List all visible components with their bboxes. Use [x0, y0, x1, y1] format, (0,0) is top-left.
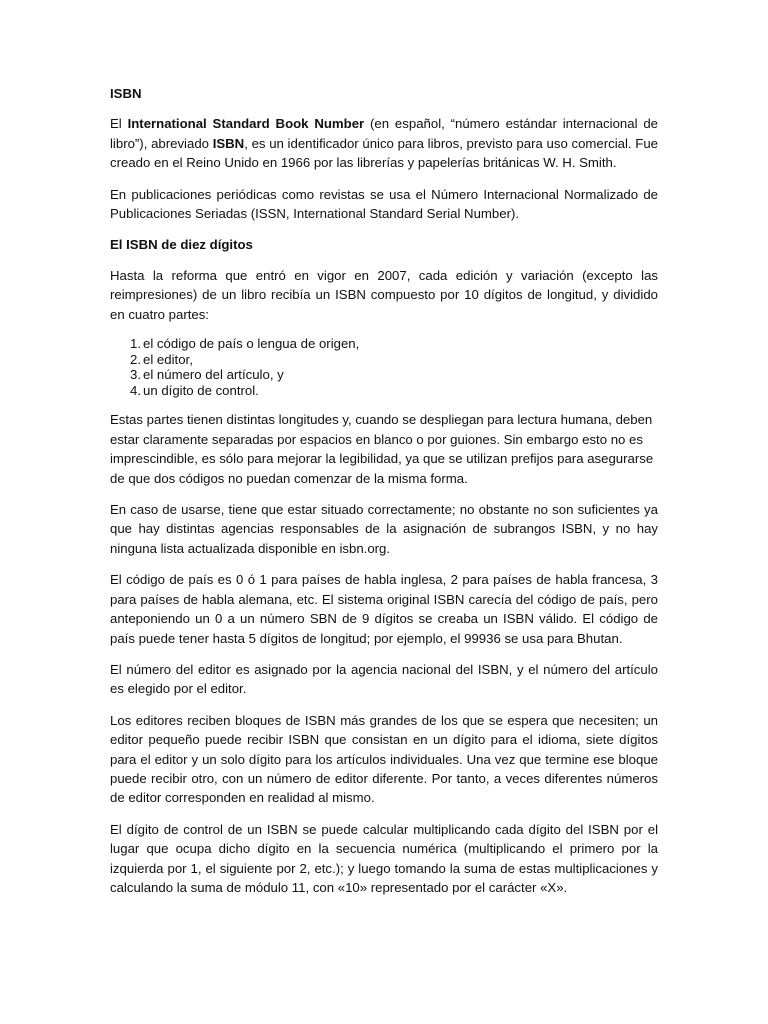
list-item: [110, 367, 658, 383]
list-number: 4.: [130, 382, 141, 398]
intro-paragraph: [110, 114, 658, 172]
list-text: el número del artículo, y: [143, 367, 284, 383]
list-number: 3.: [130, 367, 141, 383]
issn-paragraph: En publicaciones periódicas como revistas se usa el Número Internacional Normalizado de Publicaciones Seriadas (ISSN, International Standard Serial Number).: [110, 186, 658, 222]
list-item: [110, 352, 658, 368]
reforma-paragraph: Hasta la reforma que entró en vigor en 2007, cada edición y variación (excepto las reimpresiones) de un libro recibía un ISBN compuesto por 10 dígitos de longitud, y dividido en cuatro partes:: [110, 267, 658, 322]
codigo-pais-paragraph: El código de país es 0 ó 1 para países de habla inglesa, 2 para países de habla francesa, 3 para países de habla alemana, etc. El sistema original ISBN carecía del código de país, pero anteponiendo un 0 a un número SBN de 9 dígitos se creaba un ISBN válido. El código de país puede tener hasta 5 dígitos de longitud; por ejemplo, el 99936 se usa para Bhutan.: [110, 572, 658, 646]
intro-text: , es un identificador único para libros, previsto para uso comercial. Fue creado en el Reino Unido en 1966 por las librerías y papelerías británicas W. H. Smith.: [110, 135, 658, 171]
document-title: ISBN: [110, 86, 142, 101]
list-item: [110, 336, 658, 352]
document-page: [110, 84, 658, 909]
list-text: el código de país o lengua de origen,: [143, 336, 360, 352]
bloques-paragraph: Los editores reciben bloques de ISBN más grandes de los que se espera que necesiten; un editor pequeño puede recibir ISBN que consistan en un dígito para el idioma, siete dígitos para el editor y un solo dígito para los artículos individuales. Una vez que termine ese bloque puede recibir otro, con un número de editor diferente. Por tanto, a veces diferentes números de editor corresponden en realidad al mismo.: [110, 712, 658, 806]
intro-text: (en español, “número estándar internacional de libro”), abreviado: [110, 116, 659, 151]
list-item: [110, 383, 658, 399]
list-text: el editor,: [143, 351, 193, 367]
intro-bold-abbrev: ISBN: [212, 135, 245, 151]
intro-text: El: [110, 116, 128, 132]
list-number: 1.: [130, 336, 141, 352]
partes-paragraph: Estas partes tienen distintas longitudes y, cuando se despliegan para lectura humana, deben estar claramente separadas por espacios en blanco o por guiones. Sin embargo esto no es imprescindible, es sólo para mejorar la legibilidad, ya que se utilizan prefijos para asegurarse de que dos códigos no puedan comenzar de la misma forma.: [110, 412, 654, 486]
editor-paragraph: El número del editor es asignado por la agencia nacional del ISBN, y el número del artículo es elegido por el editor.: [110, 661, 658, 697]
list-number: 2.: [130, 351, 141, 367]
intro-bold-term: International Standard Book Number: [127, 116, 365, 132]
digito-control-paragraph: El dígito de control de un ISBN se puede calcular multiplicando cada dígito del ISBN por el lugar que ocupa dicho dígito en la secuencia numérica (multiplicando el primero por la izquierda por 1, el siguiente por 2, etc.); y luego tomando la suma de estas multiplicaciones y calculando la suma de módulo 11, con «10» representado por el carácter «X».: [110, 821, 658, 895]
section-heading: El ISBN de diez dígitos: [110, 237, 253, 253]
usarse-paragraph: En caso de usarse, tiene que estar situado correctamente; no obstante no son suficientes ya que hay distintas agencias responsables de la asignación de subrangos ISBN, y no hay ninguna lista actualizada disponible en isbn.org.: [110, 502, 658, 556]
list-text: un dígito de control.: [143, 382, 259, 398]
parts-list: [110, 336, 658, 398]
